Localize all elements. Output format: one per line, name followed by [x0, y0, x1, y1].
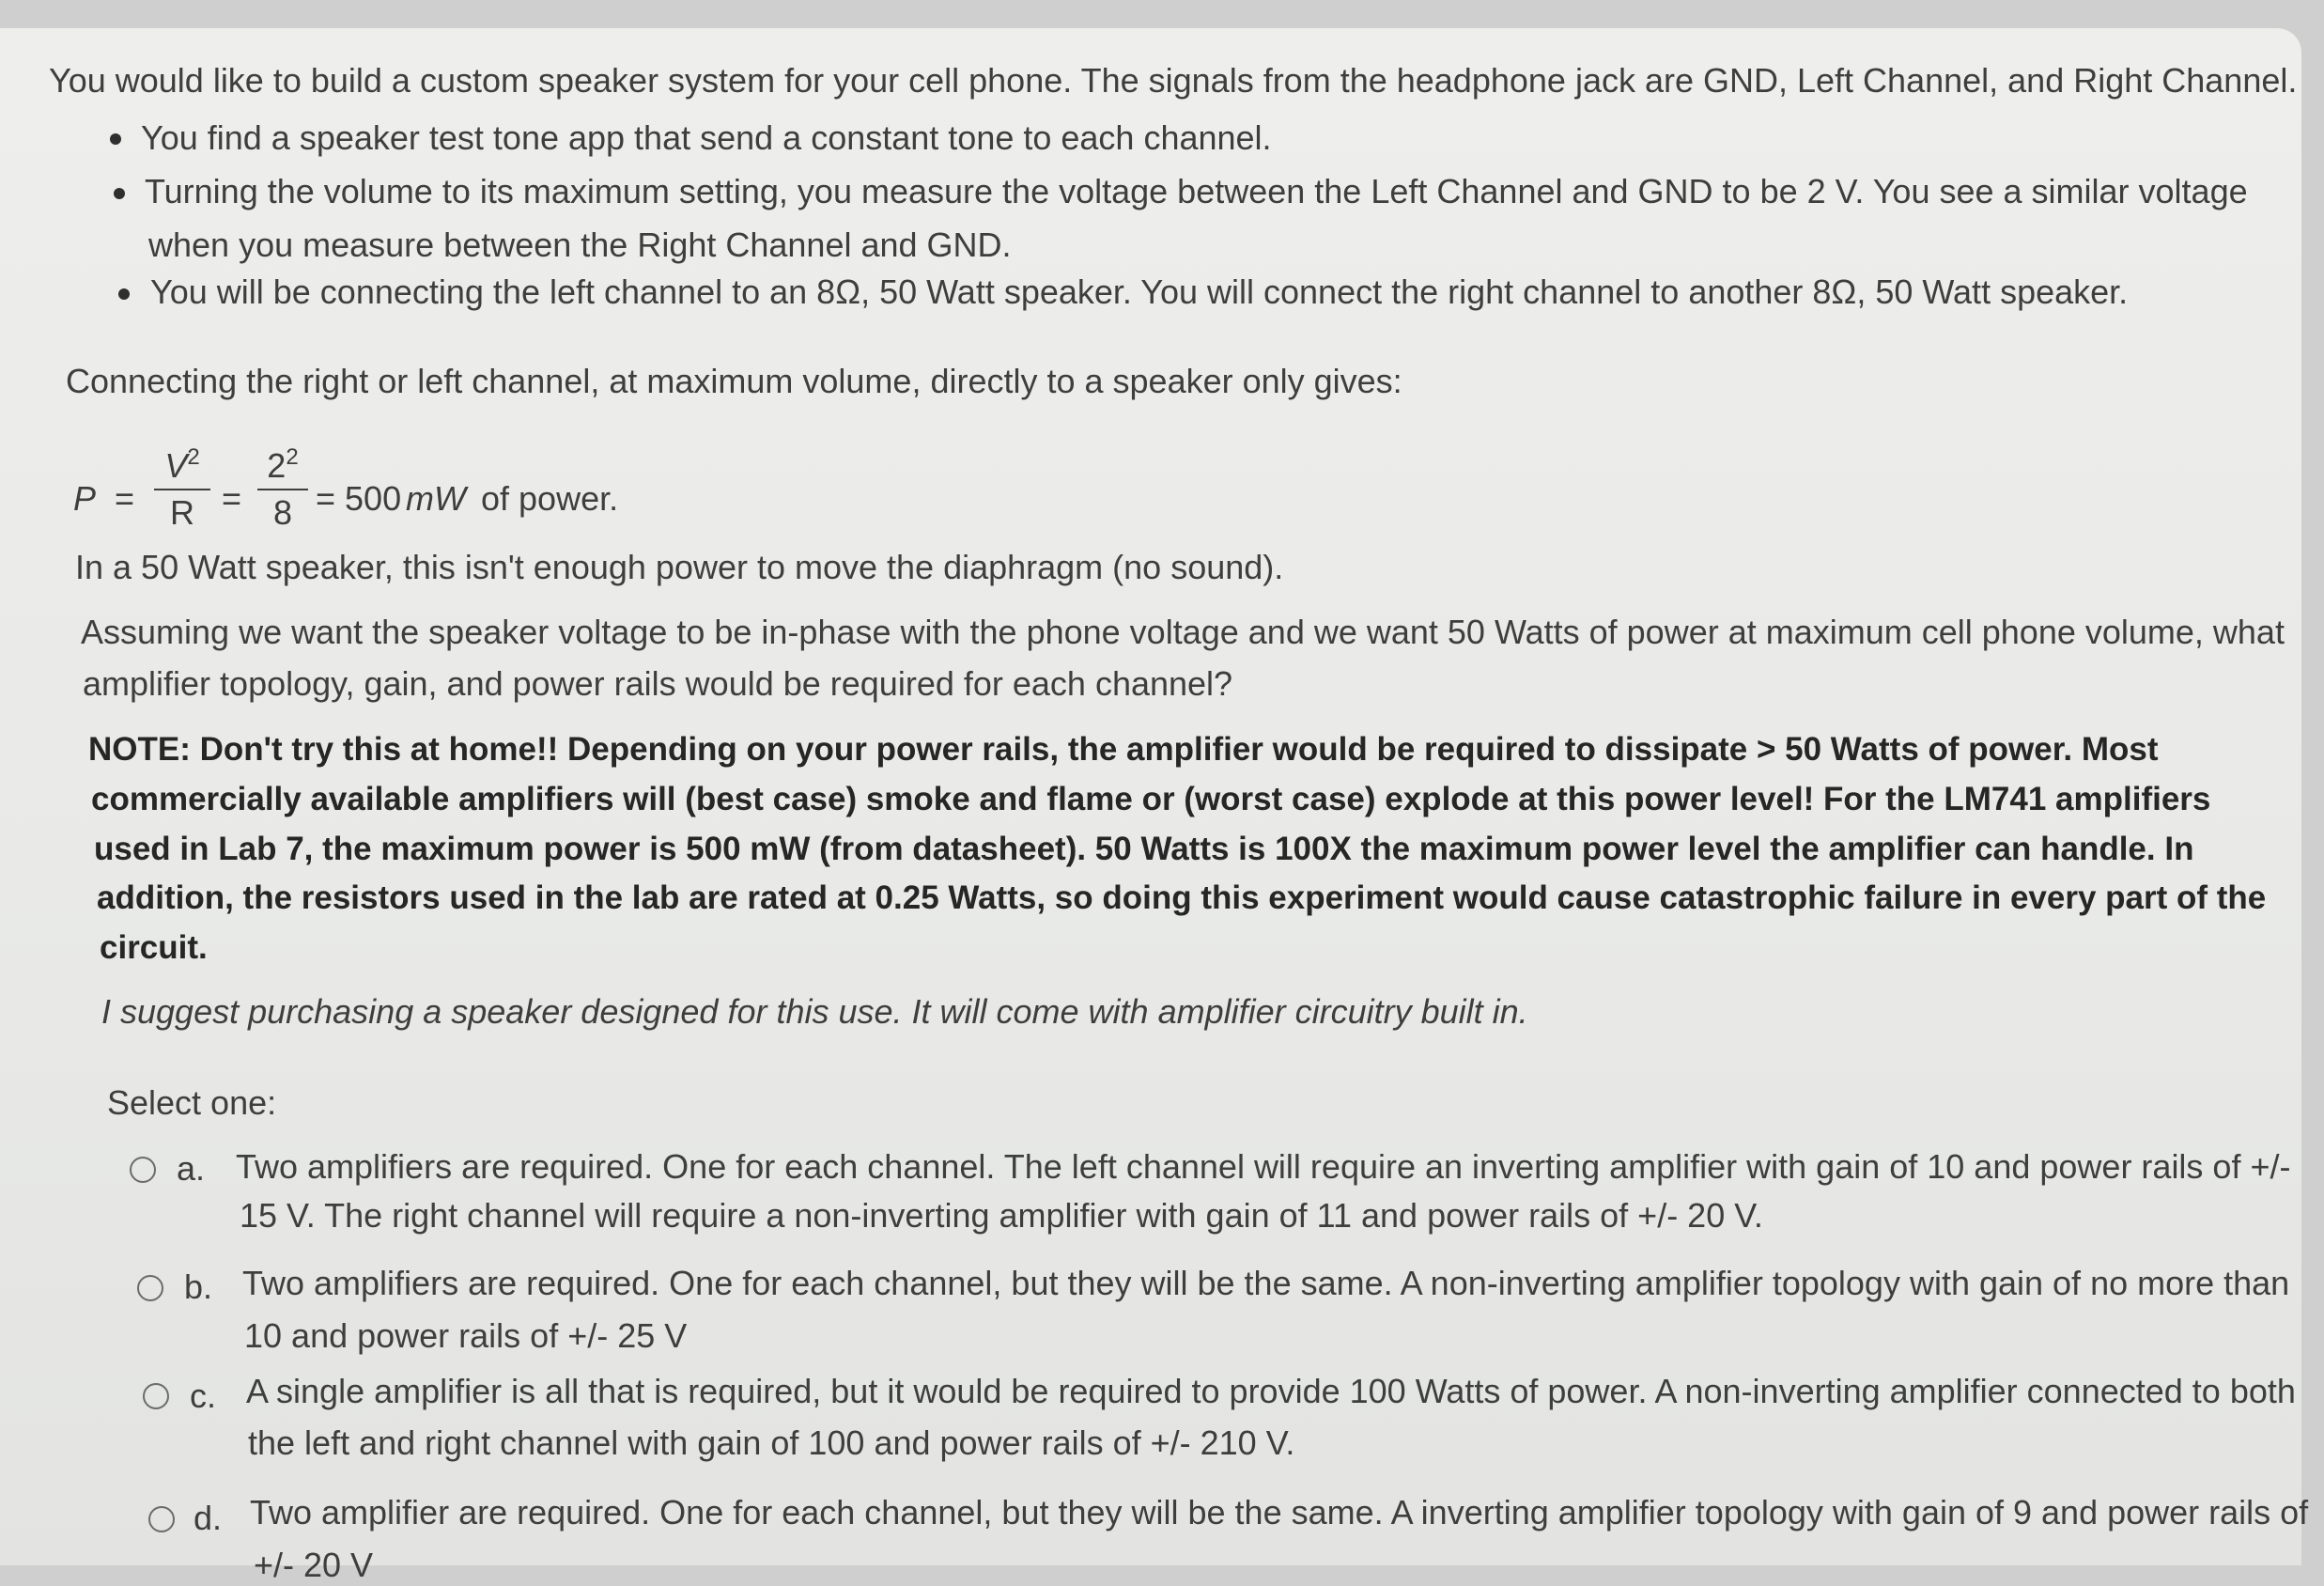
- note-line-2: commercially available amplifiers will (best case) smoke and flame or (worst case) explode at this power level! For the LM741 amplifiers: [91, 781, 2211, 817]
- option-d-letter: d.: [194, 1499, 223, 1537]
- formula-r: R: [170, 493, 194, 532]
- assuming-line-2: amplifier topology, gain, and power rails would be required for each channel?: [83, 664, 1233, 703]
- option-c-line-2: the left and right channel with gain of 100 and power rails of +/- 210 V.: [248, 1423, 1295, 1462]
- bullet-icon: [110, 133, 121, 145]
- formula-result: = 500: [316, 479, 402, 518]
- bullet-1: You find a speaker test tone app that send a constant tone to each channel.: [141, 118, 1272, 157]
- connecting-text: Connecting the right or left channel, at maximum volume, directly to a speaker only gives:: [66, 362, 1402, 400]
- question-card: [0, 28, 2309, 1584]
- option-b-line-2: 10 and power rails of +/- 25 V: [244, 1316, 688, 1355]
- formula-equals: =: [115, 479, 135, 518]
- bullet-icon: [118, 288, 130, 300]
- question-intro: You would like to build a custom speaker system for your cell phone. The signals from the headphone jack are GND, Left Channel, and Right Channel.: [49, 61, 2298, 100]
- bullet-2-continued: when you measure between the Right Channel and GND.: [148, 225, 1012, 264]
- not-enough-text: In a 50 Watt speaker, this isn't enough power to move the diaphragm (no sound).: [75, 548, 1284, 586]
- bullet-3: You will be connecting the left channel to an 8Ω, 50 Watt speaker. You will connect the right channel to another 8Ω, 50 Watt speaker.: [150, 272, 2129, 311]
- formula-suffix: of power.: [481, 479, 619, 518]
- radio-c[interactable]: [143, 1383, 169, 1409]
- formula-fraction-2: [257, 444, 308, 532]
- formula-exponent-2: 2: [286, 444, 299, 470]
- option-c-line-1: A single amplifier is all that is required, but it would be required to provide 100 Watts of power. A non-inverting amplifier connected to both: [246, 1372, 2296, 1410]
- option-d-line-1: Two amplifier are required. One for each channel, but they will be the same. A inverting amplifier topology with gain of 9 and power rails of: [250, 1493, 2309, 1532]
- option-a-line-1: Two amplifiers are required. One for each channel. The left channel will require an inverting amplifier with gain of 10 and power rails of +/-: [236, 1147, 2291, 1186]
- option-c-letter: c.: [190, 1376, 217, 1415]
- formula-equals-2: =: [222, 479, 242, 518]
- note-line-4: addition, the resistors used in the lab are rated at 0.25 Watts, so doing this experiment would cause catastrophic failure in every part of the: [97, 879, 2267, 916]
- radio-d[interactable]: [148, 1506, 175, 1532]
- assuming-line-1: Assuming we want the speaker voltage to be in-phase with the phone voltage and we want 50 Watts of power at maximum cell phone volume, what: [81, 613, 2285, 651]
- formula-fraction-1: [154, 444, 210, 532]
- formula-unit: mW: [406, 479, 466, 518]
- suggest-text: I suggest purchasing a speaker designed for this use. It will come with amplifier circuitry built in.: [101, 992, 1528, 1031]
- select-one-label: Select one:: [107, 1083, 277, 1122]
- option-d-line-2: +/- 20 V: [254, 1546, 374, 1584]
- formula-exponent: 2: [187, 444, 200, 470]
- radio-b[interactable]: [137, 1275, 163, 1301]
- note-line-1: NOTE: Don't try this at home!! Depending on your power rails, the amplifier would be required to dissipate > 50 Watts of power. Most: [88, 731, 2159, 768]
- formula-two: 2: [267, 446, 287, 485]
- note-line-5: circuit.: [100, 929, 208, 966]
- formula-v: V: [164, 446, 188, 485]
- option-b-line-1: Two amplifiers are required. One for each channel, but they will be the same. A non-inverting amplifier topology with gain of no more than: [242, 1264, 2290, 1302]
- power-formula: [73, 444, 731, 551]
- note-line-3: used in Lab 7, the maximum power is 500 mW (from datasheet). 50 Watts is 100X the maximum power level the amplifier can handle. In: [94, 831, 2194, 867]
- bullet-2: Turning the volume to its maximum setting, you measure the voltage between the Left Channel and GND to be 2 V. You see a similar voltage: [145, 172, 2248, 210]
- option-a-line-2: 15 V. The right channel will require a non-inverting amplifier with gain of 11 and power rails of +/- 20 V.: [240, 1196, 1763, 1235]
- option-a-letter: a.: [177, 1149, 206, 1188]
- formula-p: P: [73, 479, 97, 518]
- formula-eight: 8: [272, 493, 293, 532]
- radio-a[interactable]: [130, 1157, 156, 1183]
- option-b-letter: b.: [184, 1267, 213, 1306]
- bullet-icon: [114, 188, 125, 199]
